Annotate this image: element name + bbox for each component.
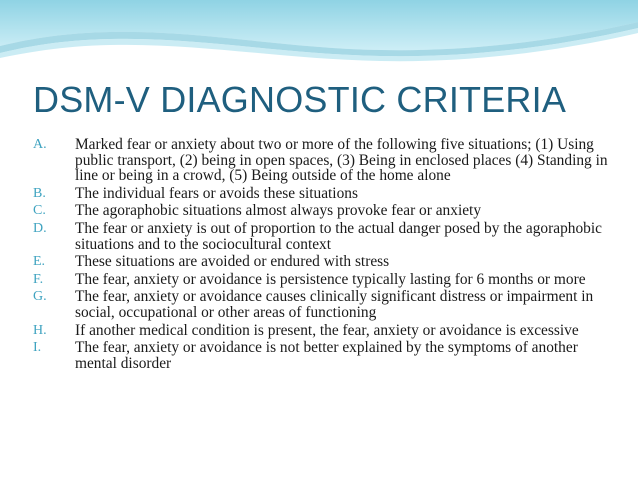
list-item-text: The agoraphobic situations almost always provoke fear or anxiety <box>75 202 482 220</box>
list-marker: B. <box>33 185 46 201</box>
slide-title: DSM-V DIAGNOSTIC CRITERIA <box>33 79 567 120</box>
criterion-c <box>33 203 613 219</box>
list-marker: H. <box>33 322 47 338</box>
list-item-text: These situations are avoided or endured with stress <box>75 253 390 271</box>
criterion-g <box>33 289 613 320</box>
criterion-a <box>33 137 613 184</box>
list-marker: E. <box>33 254 46 270</box>
list-item-text: The fear, anxiety or avoidance is not better explained by the symptoms of another mental disorder <box>75 339 578 372</box>
criterion-h <box>33 323 613 339</box>
criterion-b <box>33 186 613 202</box>
list-item-text: The individual fears or avoids these situations <box>75 184 358 202</box>
list-item-text: If another medical condition is present, the fear, anxiety or avoidance is excessive <box>75 321 579 339</box>
criteria-list <box>33 137 613 373</box>
list-marker: G. <box>33 289 47 305</box>
list-marker: F. <box>33 271 44 287</box>
list-item-text: The fear or anxiety is out of proportion to the actual danger posed by the agoraphobic situations and to the sociocultural context <box>75 219 602 253</box>
criterion-f <box>33 272 613 288</box>
criterion-d <box>33 221 613 252</box>
list-marker: A. <box>33 137 47 152</box>
list-marker: I. <box>33 340 42 356</box>
list-item-text: The fear, anxiety or avoidance causes clinically significant distress or impairment in social, occupational or other areas of functioning <box>75 288 594 321</box>
criterion-i <box>33 340 613 371</box>
list-marker: D. <box>33 220 47 236</box>
header-wave-decoration <box>0 0 638 70</box>
criterion-e <box>33 254 613 270</box>
list-marker: C. <box>33 203 46 219</box>
list-item-text: Marked fear or anxiety about two or more of the following five situations; (1) Using public transport, (2) being in open spaces, (3) Being in enclosed places (4) Standing in line or being in a crowd, (5) Being outside of the home alone <box>75 136 608 185</box>
list-item-text: The fear, anxiety or avoidance is persistence typically lasting for 6 months or more <box>75 270 586 288</box>
